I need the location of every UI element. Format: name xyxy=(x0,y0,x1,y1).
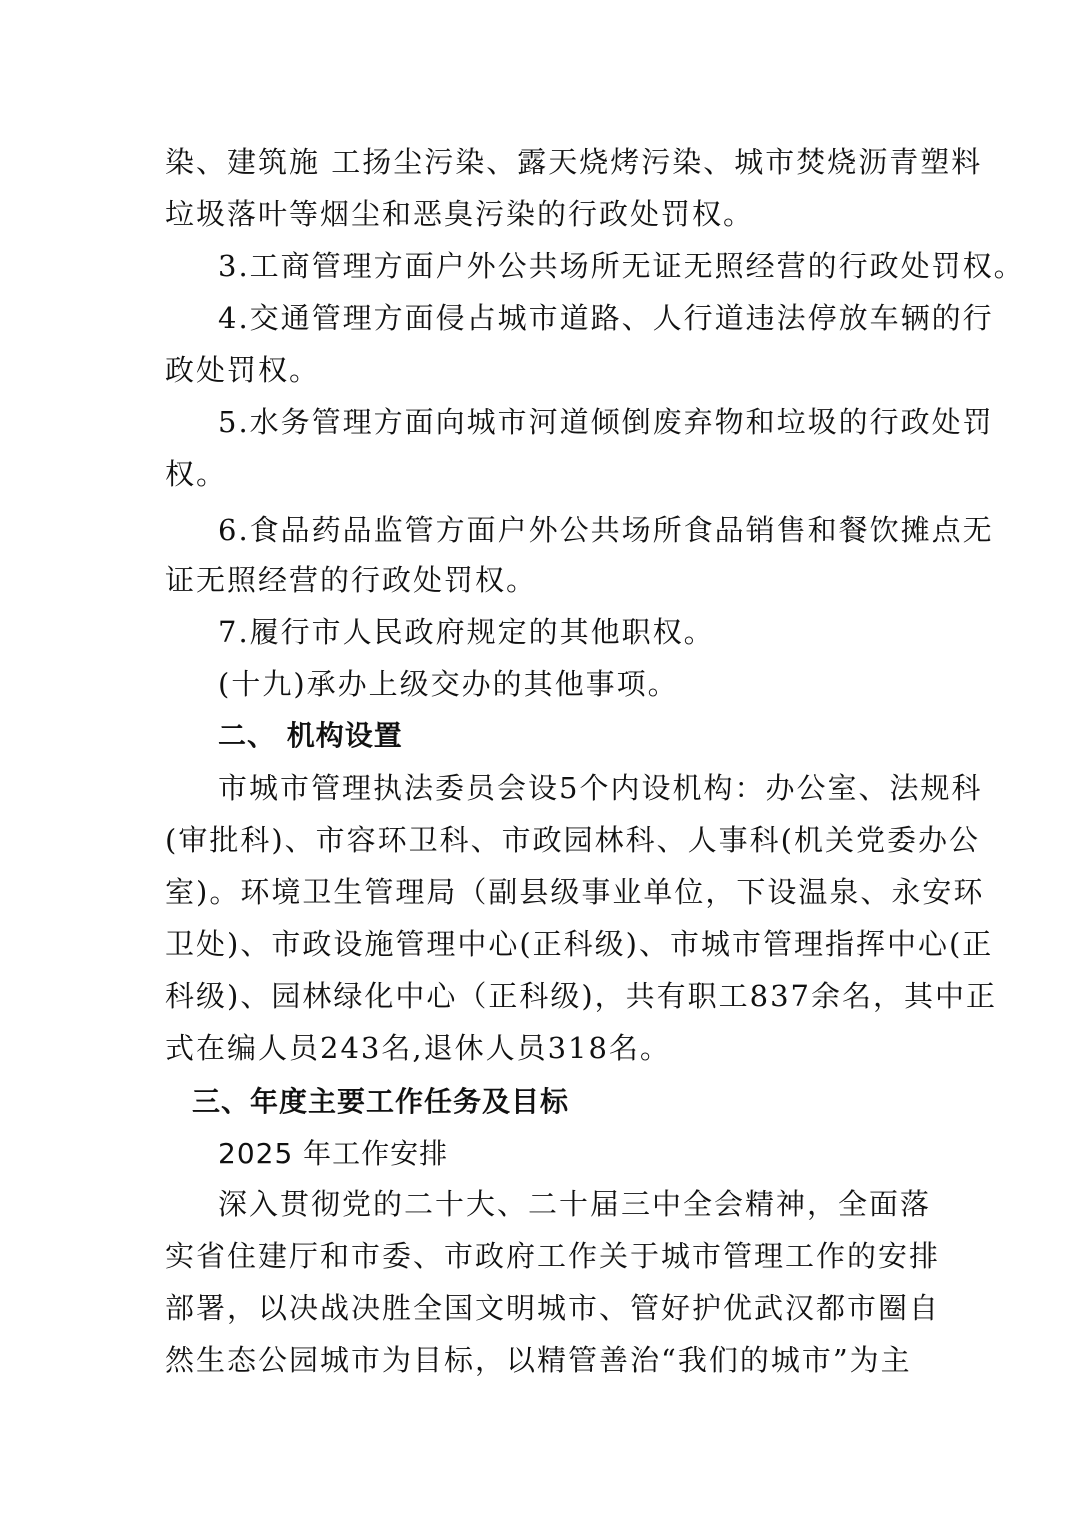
paragraph-line: 式在编人员243名,退休人员318名。 xyxy=(165,1031,671,1065)
list-item-19: (十九)承办上级交办的其他事项。 xyxy=(218,667,679,701)
paragraph-line: 科级)、园林绿化中心（正科级)，共有职工837余名，其中正 xyxy=(165,979,997,1013)
section-heading-3: 三、年度主要工作任务及目标 xyxy=(192,1085,570,1118)
list-item-3: 3.工商管理方面户外公共场所无证无照经营的行政处罚权。 xyxy=(218,249,1025,283)
paragraph-line: 政处罚权。 xyxy=(165,353,321,387)
paragraph-line: 市城市管理执法委员会设5个内设机构：办公室、法规科 xyxy=(218,771,983,805)
paragraph-line: 证无照经营的行政处罚权。 xyxy=(165,563,538,597)
list-item-5: 5.水务管理方面向城市河道倾倒废弃物和垃圾的行政处罚 xyxy=(218,405,994,439)
paragraph-line: (审批科)、市容环卫科、市政园林科、人事科(机关党委办公 xyxy=(165,823,980,857)
paragraph-line: 权。 xyxy=(165,457,228,491)
list-item-6: 6.食品药品监管方面户外公共场所食品销售和餐饮摊点无 xyxy=(218,513,994,547)
list-item-7: 7.履行市人民政府规定的其他职权。 xyxy=(218,615,715,649)
subsection-heading: 2025 年工作安排 xyxy=(218,1137,449,1170)
paragraph-line: 卫处)、市政设施管理中心(正科级)、市城市管理指挥中心(正 xyxy=(165,927,994,961)
paragraph-line: 深入贯彻党的二十大、二十届三中全会精神，全面落 xyxy=(218,1187,932,1221)
list-item-4: 4.交通管理方面侵占城市道路、人行道违法停放车辆的行 xyxy=(218,301,994,335)
paragraph-line: 部署，以决战决胜全国文明城市、管好护优武汉都市圈自 xyxy=(165,1291,941,1325)
paragraph-line: 然生态公园城市为目标，以精管善治“我们的城市”为主 xyxy=(165,1343,912,1377)
paragraph-line: 室)。环境卫生管理局（副县级事业单位，下设温泉、永安环 xyxy=(165,875,985,909)
paragraph-line: 实省住建厅和市委、市政府工作关于城市管理工作的安排 xyxy=(165,1239,941,1273)
paragraph-line: 垃圾落叶等烟尘和恶臭污染的行政处罚权。 xyxy=(165,197,755,231)
section-heading-2: 二、 机构设置 xyxy=(218,719,403,752)
paragraph-line: 染、建筑施 工扬尘污染、露天烧烤污染、城市焚烧沥青塑料 xyxy=(165,145,983,179)
